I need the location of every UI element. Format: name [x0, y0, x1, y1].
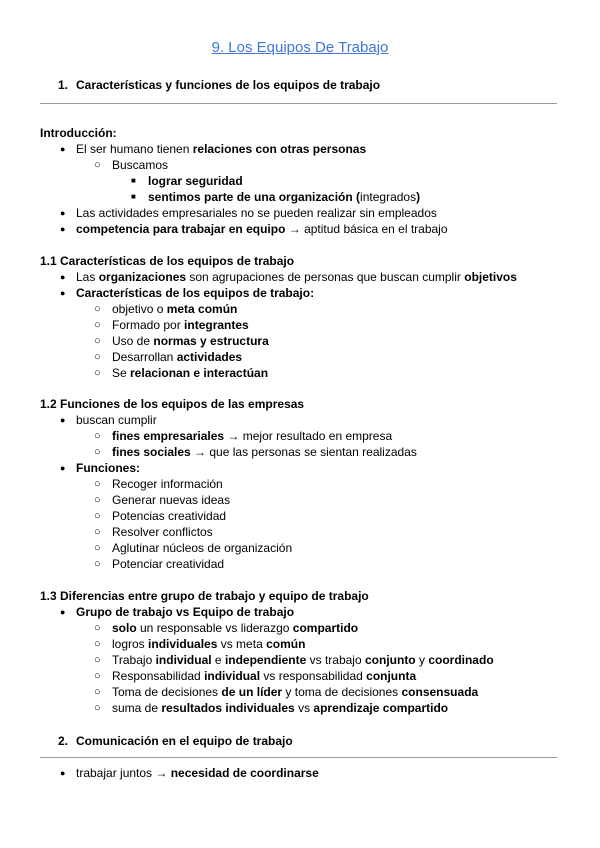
- bullet-disc: ●: [60, 463, 66, 473]
- bullet-circle: ○: [94, 494, 101, 506]
- list-item: Se relacionan e interactúan: [112, 366, 269, 380]
- bullet-circle: ○: [94, 622, 101, 634]
- bullet-circle: ○: [94, 558, 101, 570]
- bullet-circle: ○: [94, 351, 101, 363]
- bullet-circle: ○: [94, 526, 101, 538]
- bullet-circle: ○: [94, 335, 101, 347]
- list-item: logros individuales vs meta común: [112, 637, 306, 651]
- list-item: Buscamos: [112, 158, 169, 172]
- list-item: Las actividades empresariales no se pueden realizar sin empleados: [76, 206, 437, 220]
- bullet-circle: ○: [94, 702, 101, 714]
- bullet-square: ■: [131, 176, 136, 185]
- page-title[interactable]: 9. Los Equipos De Trabajo: [211, 39, 389, 56]
- bullet-square: ■: [131, 192, 136, 201]
- section-number: 2.: [58, 734, 69, 748]
- list-item: Las organizaciones son agrupaciones de personas que buscan cumplir objetivos: [76, 270, 517, 284]
- bullet-circle: ○: [94, 446, 101, 458]
- bullet-disc: ●: [60, 272, 66, 282]
- list-item: competencia para trabajar en equipo → aptitud básica en el trabajo: [76, 222, 448, 236]
- list-item: lograr seguridad: [148, 174, 243, 188]
- list-item: Toma de decisiones de un líder y toma de decisiones consensuada: [112, 685, 479, 699]
- bullet-disc: ●: [60, 288, 66, 298]
- bullet-circle: ○: [94, 654, 101, 666]
- divider: [40, 103, 557, 104]
- bullet-circle: ○: [94, 670, 101, 682]
- section-heading: Comunicación en el equipo de trabajo: [76, 734, 293, 748]
- bullet-circle: ○: [94, 478, 101, 490]
- list-item: Recoger información: [112, 477, 223, 491]
- list-item: El ser humano tienen relaciones con otras personas: [76, 142, 367, 156]
- bullet-disc: ●: [60, 208, 66, 218]
- bullet-circle: ○: [94, 319, 101, 331]
- bullet-circle: ○: [94, 638, 101, 650]
- bullet-circle: ○: [94, 430, 101, 442]
- list-item: Formado por integrantes: [112, 318, 249, 332]
- list-item: solo un responsable vs liderazgo compartido: [112, 621, 359, 635]
- section-heading: Características y funciones de los equipos de trabajo: [76, 78, 381, 92]
- list-item: Responsabilidad individual vs responsabilidad conjunta: [112, 669, 417, 683]
- bullet-circle: ○: [94, 510, 101, 522]
- bullet-disc: ●: [60, 415, 66, 425]
- subsection-heading: 1.3 Diferencias entre grupo de trabajo y equipo de trabajo: [40, 589, 369, 603]
- intro-heading: Introducción:: [40, 126, 117, 140]
- list-item: Uso de normas y estructura: [112, 334, 269, 348]
- bullet-disc: ●: [60, 768, 66, 778]
- subsection-heading: 1.1 Características de los equipos de trabajo: [40, 254, 295, 268]
- list-item: fines empresariales → mejor resultado en empresa: [112, 429, 393, 443]
- bullet-disc: ●: [60, 224, 66, 234]
- list-item: Desarrollan actividades: [112, 350, 243, 364]
- bullet-disc: ●: [60, 144, 66, 154]
- divider: [40, 757, 557, 758]
- list-item: Potencias creatividad: [112, 509, 227, 523]
- list-item: sentimos parte de una organización (integrados): [148, 190, 421, 204]
- list-item: Resolver conflictos: [112, 525, 213, 539]
- list-item: Trabajo individual e independiente vs trabajo conjunto y coordinado: [112, 653, 494, 667]
- bullet-circle: ○: [94, 303, 101, 315]
- list-item: Potenciar creatividad: [112, 557, 225, 571]
- list-item: Generar nuevas ideas: [112, 493, 231, 507]
- list-item: trabajar juntos → necesidad de coordinarse: [76, 766, 319, 780]
- bullet-disc: ●: [60, 607, 66, 617]
- list-item: suma de resultados individuales vs aprendizaje compartido: [112, 701, 449, 715]
- list-item: Grupo de trabajo vs Equipo de trabajo: [76, 605, 295, 619]
- list-item: Funciones:: [76, 461, 141, 475]
- subsection-heading: 1.2 Funciones de los equipos de las empresas: [40, 397, 305, 411]
- list-item: fines sociales → que las personas se sientan realizadas: [112, 445, 417, 459]
- list-item: Características de los equipos de trabajo:: [76, 286, 315, 300]
- bullet-circle: ○: [94, 686, 101, 698]
- section-number: 1.: [58, 78, 69, 92]
- list-item: Aglutinar núcleos de organización: [112, 541, 293, 555]
- list-item: buscan cumplir: [76, 413, 157, 427]
- bullet-circle: ○: [94, 159, 101, 171]
- list-item: objetivo o meta común: [112, 302, 238, 316]
- bullet-circle: ○: [94, 542, 101, 554]
- bullet-circle: ○: [94, 367, 101, 379]
